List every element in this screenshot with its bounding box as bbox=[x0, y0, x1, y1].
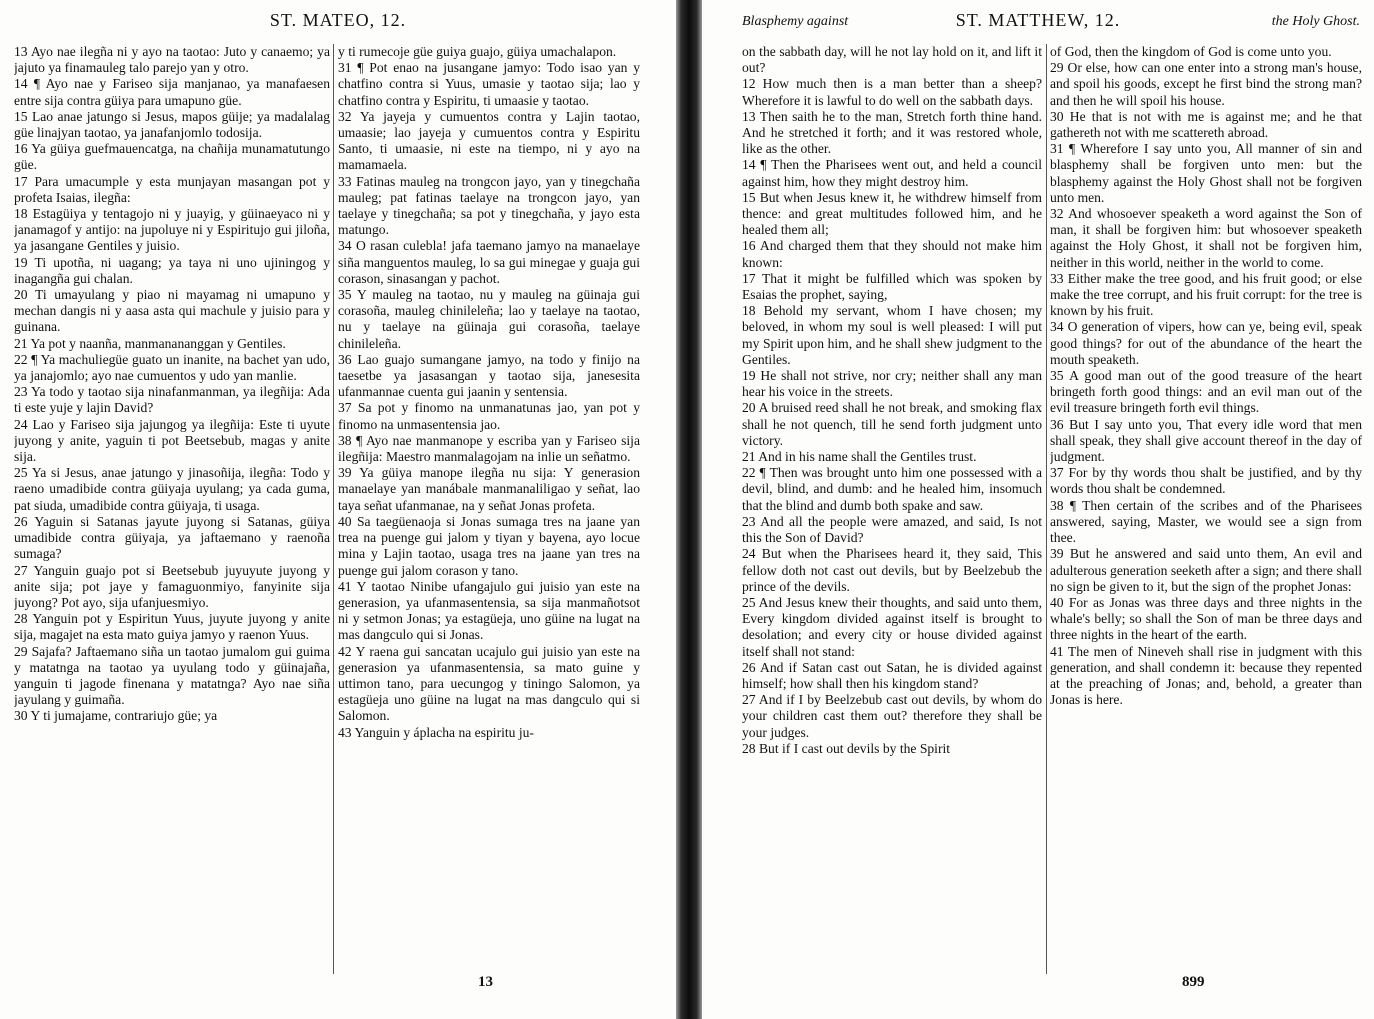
verse: y ti rumecoje güe guiya guajo, güiya umachalapon. bbox=[338, 44, 617, 59]
verse: 12 How much then is a man better than a sheep? Wherefore it is lawful to do well on the sabbath days. bbox=[742, 76, 1042, 108]
verse: 34 O rasan culebla! jafa taemano jamyo na manaelaye siña manguentos mauleg, lo sa gui minegae y guaja gui corason, sinasangan y pachot. bbox=[338, 238, 640, 286]
verse: 18 Behold my servant, whom I have chosen; my beloved, in whom my soul is well pleased: I will put my Spirit upon him, and he shall shew judgment to the Gentiles. bbox=[742, 303, 1042, 367]
verse: 28 But if I cast out devils by the Spirit bbox=[742, 740, 951, 756]
verse: 28 Yanguin pot y Espiritun Yuus, juyute juyong y anite sija, magajet na esta mato guiya jamyo y raenon Yuus. bbox=[14, 611, 330, 643]
verse: 42 Y raena gui sancatan ucajulo gui juisio yan este na generasion ya ufanmasentensia, sa mato guine y uttimon tano, para uecungog y tiningo Salomon, ya estagüeja uno güine na lugat na mas dangculo qui si Salomon. bbox=[338, 643, 640, 724]
verse: 24 Lao y Fariseo sija jajungog ya ilegñija: Este ti uyute juyong y anite, yaguin ti pot Beetsebub, magas y anite sija. bbox=[14, 416, 330, 465]
verse: 31 ¶ Pot enao na jusangane jamyo: Todo isao yan y chatfino contra si Yuus, umasie y taotao sija; lao y chatfino contra y Espiritu, ti umaasie y taotao. bbox=[338, 60, 640, 108]
text-column-left bbox=[14, 44, 330, 974]
verse: 40 For as Jonas was three days and three nights in the whale's belly; so shall the Son of man be three days and three nights in the heart of the earth. bbox=[1050, 594, 1362, 643]
verse: 13 Ayo nae ilegña ni y ayo na taotao: Juto y canaemo; ya jajuto ya finamauleg talo parejo yan y otro. bbox=[14, 44, 330, 76]
verse: 34 O generation of vipers, how can ye, being evil, speak good things? for out of the abundance of the heart the mouth speaketh. bbox=[1050, 319, 1362, 367]
column-rule bbox=[1046, 44, 1047, 974]
verse: 29 Or else, how can one enter into a strong man's house, and spoil his goods, except he first bind the strong man? and then he will spoil his house. bbox=[1050, 60, 1362, 108]
column-rule bbox=[333, 44, 334, 974]
verse: 23 Ya todo y taotao sija ninafanmanman, ya ilegñija: Ada ti este yuje y lajin David? bbox=[14, 384, 330, 416]
verse: 16 Ya güiya guefmauencatga, na chañija munamatutungo güe. bbox=[14, 141, 330, 173]
page-header bbox=[702, 10, 1374, 36]
verse: 43 Yanguin y áplacha na espiritu ju- bbox=[338, 724, 534, 740]
verse: 37 Sa pot y finomo na unmanatunas jao, yan pot y finomo na unmasentensia jao. bbox=[338, 400, 640, 432]
verse: 32 And whosoever speaketh a word against the Son of man, it shall be forgiven him: but whosoever speaketh against the Holy Ghost, it shall not be forgiven him, neither in this world, neither in the world to come. bbox=[1050, 206, 1362, 270]
verse: 14 ¶ Ayo nae y Fariseo sija manjanao, ya manafaesen entre sija contra güiya para umapuno güe. bbox=[14, 76, 330, 108]
verse: 39 Ya güiya manope ilegña nu sija: Y generasion manaelaye yan manábale manmanaliligao y señat, lao taya señat ufanmanae, na y señat Jonas profeta. bbox=[338, 465, 640, 513]
verse: 22 ¶ Then was brought unto him one possessed with a devil, blind, and dumb: and he healed him, insomuch that the blind and dumb both spake and saw. bbox=[742, 465, 1042, 513]
verse: 33 Fatinas mauleg na trongcon jayo, yan y tinegchaña mauleg; pat fatinas taelaye na trongcon jayo, yan taelaye y tinegchaña; sa pot y tinegchaña, y jayo esta matungo. bbox=[338, 173, 640, 238]
verse: on the sabbath day, will he not lay hold on it, and lift it out? bbox=[742, 44, 1042, 76]
verse: 26 And if Satan cast out Satan, he is divided against himself; how shall then his kingdom stand? bbox=[742, 659, 1042, 691]
verse: 19 He shall not strive, nor cry; neither shall any man hear his voice in the streets. bbox=[742, 368, 1042, 400]
verse: 24 But when the Pharisees heard it, they said, This fellow doth not cast out devils, but by Beelzebub the prince of the devils. bbox=[742, 546, 1042, 594]
verse: 25 And Jesus knew their thoughts, and said unto them, Every kingdom divided against itself is brought to desolation; and every city or house divided against itself shall not stand: bbox=[742, 594, 1042, 659]
verse: 17 That it might be fulfilled which was spoken by Esaias the prophet, saying, bbox=[742, 270, 1042, 303]
verse: 14 ¶ Then the Pharisees went out, and held a council against him, how they might destroy him. bbox=[742, 157, 1042, 189]
verse: 21 And in his name shall the Gentiles trust. bbox=[742, 449, 977, 465]
verse: 25 Ya si Jesus, anae jatungo y jinasoñija, ilegña: Todo y raeno umadibide contra güiyaja uyulang; ya cada guma, pat siuda, umadibide contra güiyaja, ti usaga. bbox=[14, 465, 330, 513]
verse: 32 Ya jayeja y cumuentos contra y Lajin taotao, umaasie; lao jayeja y cumuentos contra y Espiritu Santo, ti umaasie, ni este na tiempo, ni y ayo na mamamaela. bbox=[338, 108, 640, 173]
verse: 39 But he answered and said unto them, An evil and adulterous generation seeketh after a sign; and there shall no sign be given to it, but the sign of the prophet Jonas: bbox=[1050, 546, 1362, 594]
running-head-right: the Holy Ghost. bbox=[1271, 14, 1360, 29]
page-header bbox=[0, 10, 676, 36]
verse: 17 Para umacumple y esta munjayan masangan pot y profeta Isaias, ilegña: bbox=[14, 173, 330, 205]
verse: 35 Y mauleg na taotao, nu y mauleg na güinaja gui corasoña, mauleg chinileleña; lao y taelaye na taotao, nu y taelaye na güinaja gui corasoña, taelaye chinileleña. bbox=[338, 287, 640, 351]
verse: 40 Sa taegüenaoja si Jonas sumaga tres na jaane yan trea na puenge gui jalom y tiyan y bayena, ayo locue mina y Lajin taotao, usaga tres na jaane yan tres na puenge gui jalom corason y tano. bbox=[338, 513, 640, 578]
verse: 27 And if I by Beelzebub cast out devils, by whom do your children cast them out? therefore they shall be your judges. bbox=[742, 692, 1042, 740]
verse: 33 Either make the tree good, and his fruit good; or else make the tree corrupt, and his fruit corrupt: for the tree is known by his fruit. bbox=[1050, 270, 1362, 319]
verse: 20 Ti umayulang y piao ni mayamag ni umapuno y mechan dangis ni y aasa asta qui machule y juisio para y guinana. bbox=[14, 287, 330, 335]
verse: 19 Ti upotña, ni uagang; ya taya ni uno ujiningog y inagangña gui chalan. bbox=[14, 254, 330, 286]
verse: 13 Then saith he to the man, Stretch forth thine hand. And he stretched it forth; and it was restored whole, like as the other. bbox=[742, 108, 1042, 157]
book-gutter bbox=[676, 0, 702, 1019]
left-page bbox=[0, 0, 676, 1019]
verse: 35 A good man out of the good treasure of the heart bringeth forth good things: and an evil man out of the evil treasure bringeth forth evil things. bbox=[1050, 368, 1362, 416]
verse: 36 But I say unto you, That every idle word that men shall speak, they shall give account thereof in the day of judgment. bbox=[1050, 416, 1362, 465]
verse: 20 A bruised reed shall he not break, and smoking flax shall he not quench, till he send forth judgment unto victory. bbox=[742, 400, 1042, 448]
verse: 29 Sajafa? Jaftaemano siña un taotao jumalom gui guima y matatnga na taotao ya uyulang todo y güinajaña, yanguin ti jagode finenana y matatnga? Ayo nae siña jayulang y guimaña. bbox=[14, 643, 330, 708]
verse: of God, then the kingdom of God is come unto you. bbox=[1050, 44, 1332, 59]
verse: 27 Yanguin guajo pot si Beetsebub juyuyute juyong y anite sija; pot jaye y famaguonmiyo, fanyinite sija juyong? Pot ayo, sija ufanjuesmiyo. bbox=[14, 562, 330, 610]
verse: 38 ¶ Ayo nae manmanope y escriba yan y Fariseo sija ilegñija: Maestro manmalagojam na inlie un señatmo. bbox=[338, 432, 640, 465]
running-head: ST. MATTHEW, 12. bbox=[955, 10, 1121, 30]
text-column-right bbox=[338, 44, 640, 974]
page-number: 13 bbox=[478, 974, 493, 990]
verse: 30 Y ti jumajame, contrariujo güe; ya bbox=[14, 708, 218, 724]
text-column-left bbox=[742, 44, 1042, 974]
verse: 16 And charged them that they should not make him known: bbox=[742, 238, 1042, 270]
verse: 15 Lao anae jatungo si Jesus, mapos güije; ya madalalag güe linajyan taotao, ya janafanjomlo todosija. bbox=[14, 108, 330, 141]
verse: 41 Y taotao Ninibe ufangajulo gui juisio yan este na generasion, ya ufanmasentensia, sa sija manmañotsot ni y setmon Jonas; ya estagüeja, uno güine na lugat na mas dangculo qui si Jonas. bbox=[338, 578, 640, 643]
running-head: ST. MATEO, 12. bbox=[269, 10, 407, 30]
verse: 30 He that is not with me is against me; and he that gathereth not with me scattereth abroad. bbox=[1050, 108, 1362, 141]
verse: 18 Estagüiya y tentagojo ni y juayig, y güinaeyaco ni y janamagof y antijo: na jupoluye ni y Espiritujo gui jiloña, ya jasangane Gentiles y juisio. bbox=[14, 206, 330, 254]
page-number: 899 bbox=[1182, 974, 1205, 990]
verse: 41 The men of Nineveh shall rise in judgment with this generation, and shall condemn it: because they repented at the preaching of Jonas; and, behold, a greater than Jonas is here. bbox=[1050, 643, 1362, 708]
verse: 22 ¶ Ya machuliegüe guato un inanite, na bachet yan udo, ya janajomlo; ayo nae cumuentos y udo yan manlie. bbox=[14, 351, 330, 384]
text-column-right bbox=[1050, 44, 1362, 974]
verse: 21 Ya pot y naanña, manmanananggan y Gentiles. bbox=[14, 335, 286, 351]
verse: 15 But when Jesus knew it, he withdrew himself from thence: and great multitudes followed him, and he healed them all; bbox=[742, 189, 1042, 238]
verse: 23 And all the people were amazed, and said, Is not this the Son of David? bbox=[742, 513, 1042, 546]
verse: 38 ¶ Then certain of the scribes and of the Pharisees answered, saying, Master, we would see a sign from thee. bbox=[1050, 497, 1362, 546]
verse: 26 Yaguin si Satanas jayute juyong si Satanas, güiya umadibide contra güiyaja, ya jaftaemano y raenoña sumaga? bbox=[14, 513, 330, 562]
running-head-left: Blasphemy against bbox=[742, 14, 849, 29]
verse: 36 Lao guajo sumangane jamyo, na todo y finijo na taesetbe ya jasasangan y taotao sija, janesesita ufanmannae cuenta gui jaanin y sentensia. bbox=[338, 351, 640, 400]
verse: 31 ¶ Wherefore I say unto you, All manner of sin and blasphemy shall be forgiven unto men: but the blasphemy against the Holy Ghost shall not be forgiven unto men. bbox=[1050, 141, 1362, 205]
verse: 37 For by thy words thou shalt be justified, and by thy words thou shalt be condemned. bbox=[1050, 465, 1362, 497]
right-page bbox=[702, 0, 1374, 1019]
